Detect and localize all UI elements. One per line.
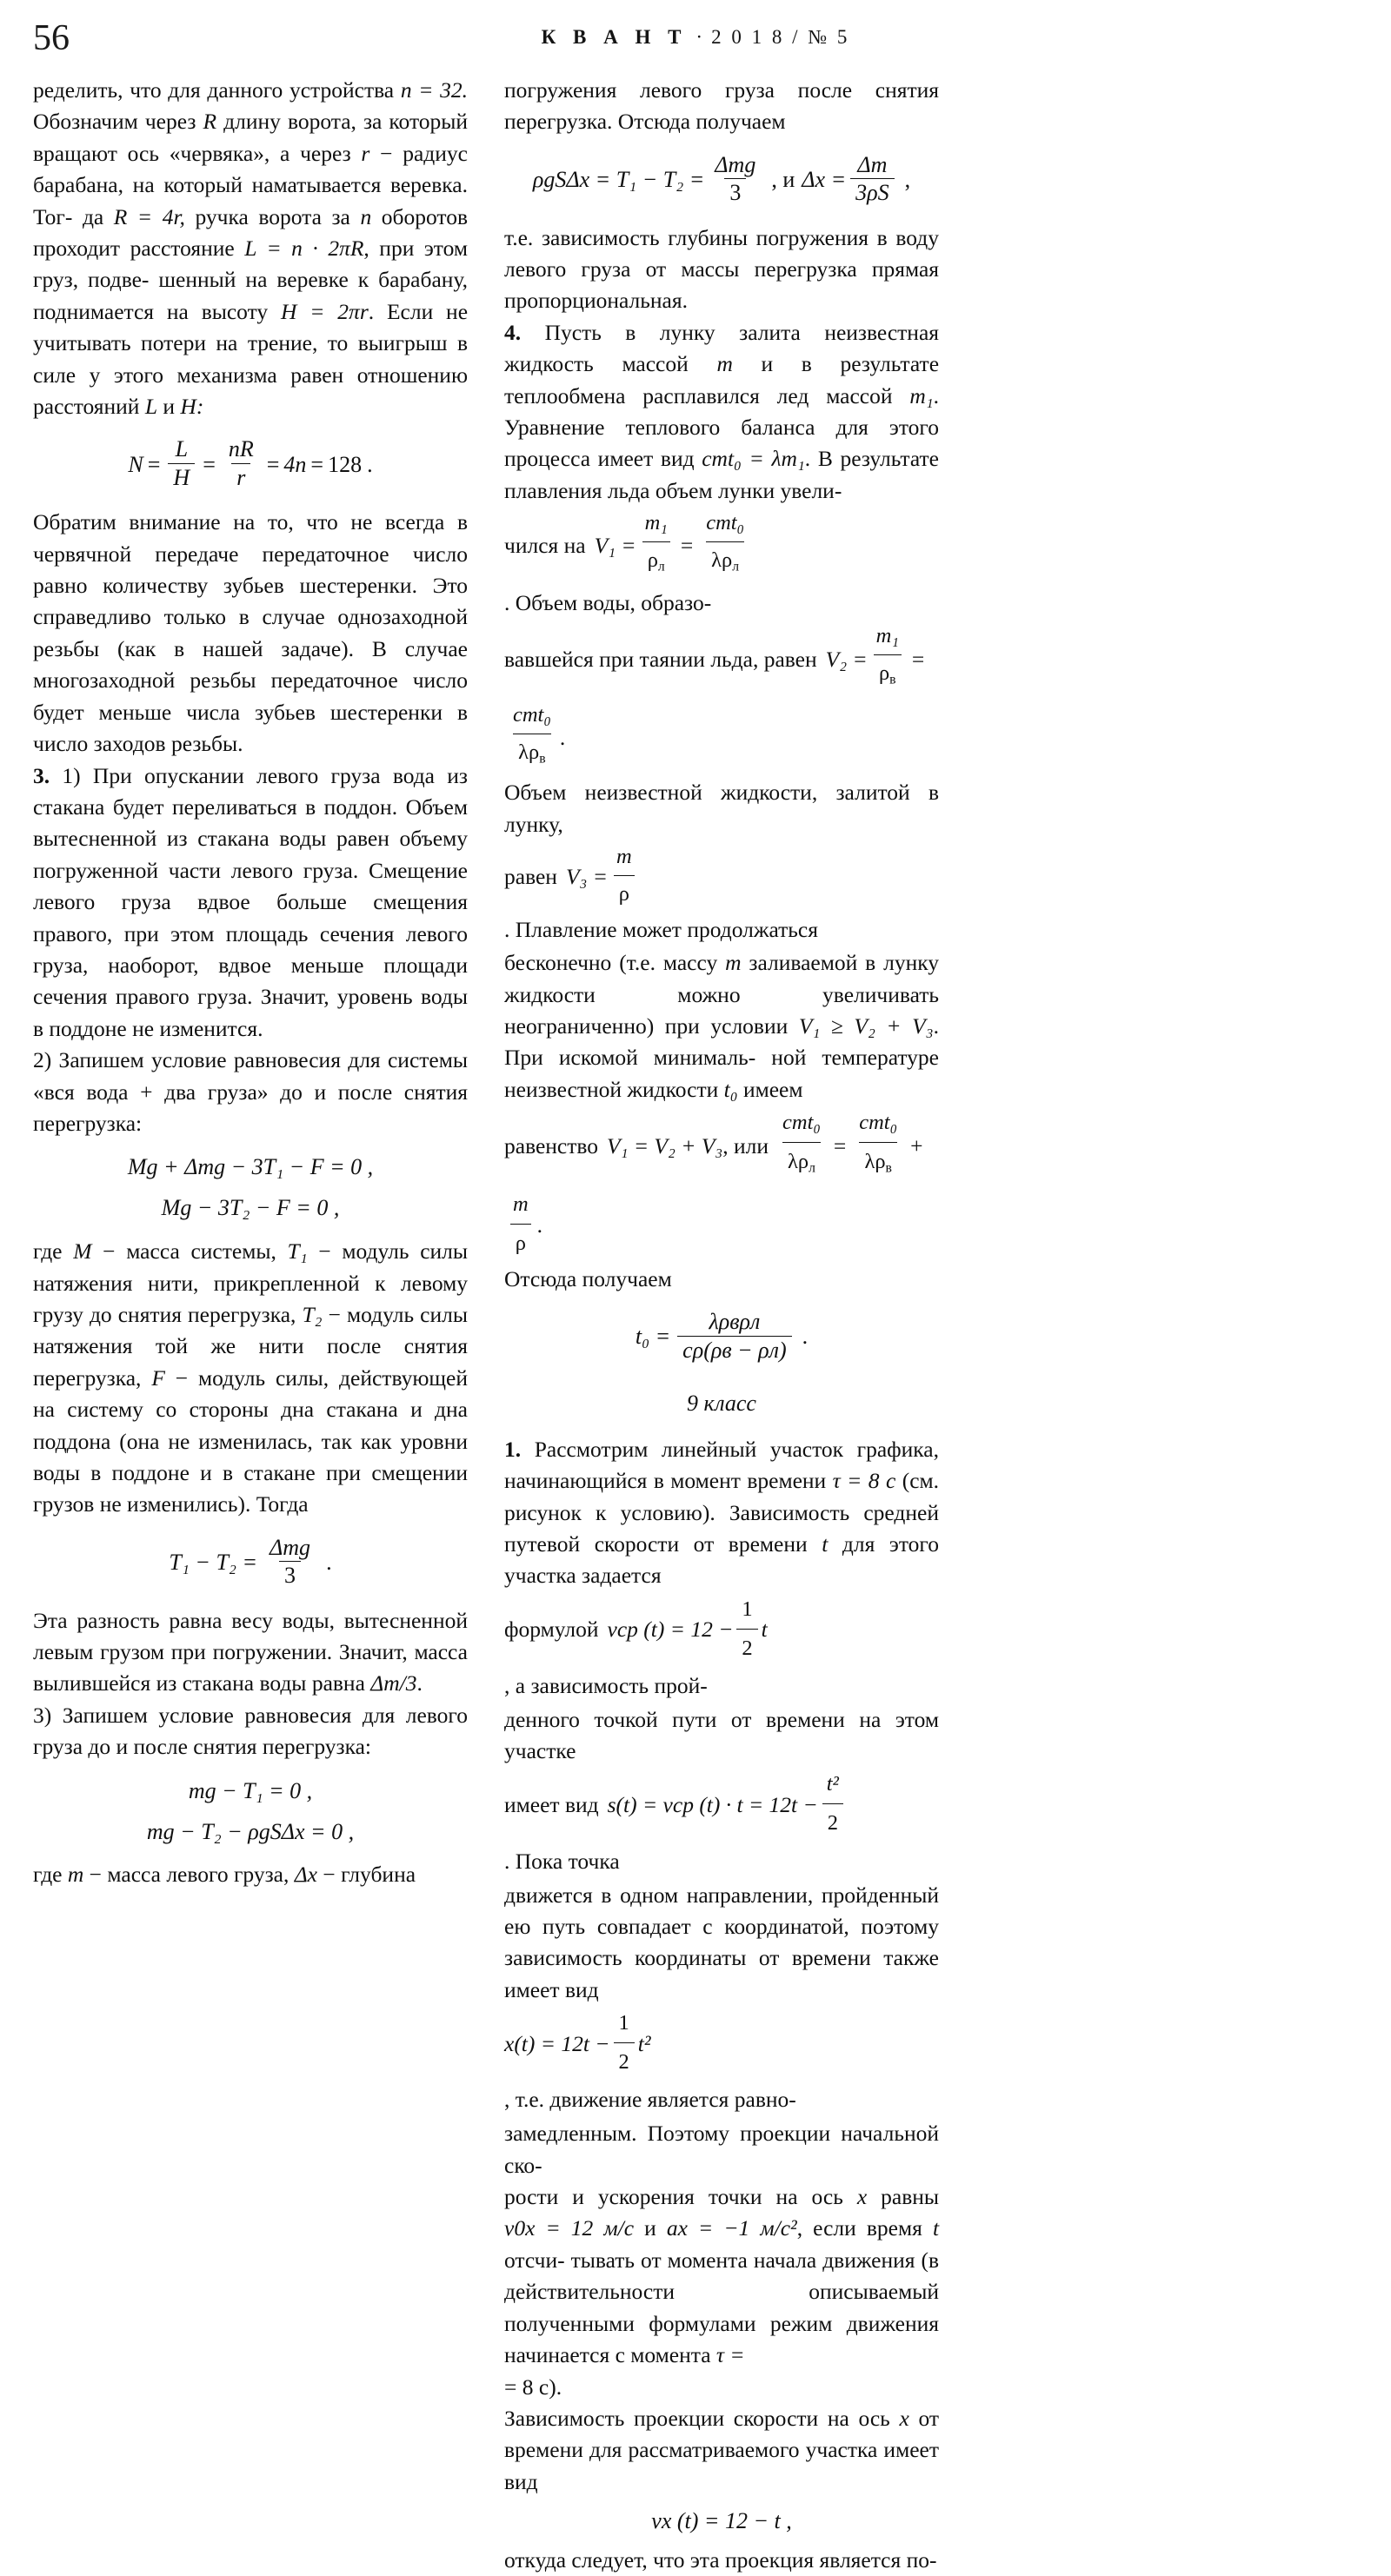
text-run: , т.е. движение является равно- [504, 2087, 796, 2113]
paragraph-proportionality-conclusion: т.е. зависимость глубины погружения в воду левого груза от массы перегрузка прямая пропорциональная. [504, 224, 939, 314]
journal-name: К В А Н Т [541, 26, 688, 48]
text-run: Пусть в лунку залита неизвестная жидкость массой [504, 319, 940, 377]
text-run: вращают ось «червяка», а через [33, 140, 351, 166]
fraction-numerator: m₁ [875, 624, 899, 648]
text-run: равен отношению расстояний [33, 362, 468, 420]
text-run: 1) При опускании левого груза вода из стакана будет переливаться в поддон. Объем вытесненной из стакана воды равен объему погруженной части левого груза. Смещение левого груза вдвое больше смещения правого, при этом площадь сечения левого груза, наоборот, вдвое меньше площади сечения правого груза. Значит, уровень воды в поддоне не изменится. [33, 762, 468, 1041]
fraction-numerator: Δm [857, 151, 888, 177]
fraction-denominator [859, 1142, 896, 1186]
paragraph-hence-obtain: Отсюда получаем [504, 1265, 672, 1291]
paragraph-volume-V3 [504, 840, 939, 947]
text-run: − модуль силы натяжения той же нити после снятия перегрузка, [33, 1301, 468, 1391]
fraction-denominator [782, 1142, 821, 1186]
text-run: . В результате плавления льда объем лунки увели- [504, 446, 939, 503]
rho-symbol: ρ [647, 548, 658, 573]
paragraph-velocity-projection [504, 2403, 939, 2498]
text-run: высоту [201, 298, 269, 324]
text-run: . Объем воды, образо- [504, 589, 712, 615]
fraction-numerator: λρвρл [709, 1308, 761, 1334]
text-run: заливаемой в лунку жидкости можно увеличивать неограниченно) при [504, 950, 939, 1039]
fraction-denominator: 2 [822, 1803, 843, 1842]
fraction-numerator: cmt₀ [513, 702, 551, 727]
text-run: где [33, 1862, 63, 1888]
subscript: в [885, 1160, 892, 1176]
eq-lhs: ρgSΔx = T₁ − T₂ = [532, 167, 705, 193]
eq-rhs-128: 128 [328, 451, 363, 477]
text-run: чился на [504, 533, 586, 559]
eq-sign-1: = [147, 451, 161, 477]
fraction-denominator: 3 [279, 1561, 301, 1589]
inline-math-H2: H: [180, 394, 204, 420]
paragraph-uniformly-decelerated: замедленным. Поэтому проекции начальной ско- [504, 2121, 939, 2178]
text-run: . При искомой минималь- [504, 1013, 939, 1071]
text-run: ределить, что для данного устройства [33, 77, 395, 103]
text-run: . Плавление может продолжаться [504, 917, 818, 943]
text-run: Обозначим через [33, 109, 196, 135]
right-column [504, 75, 940, 2573]
text-run: Эта разность равна весу воды, вытесненной левым грузом при погружении. Значит, масса вылившейся из стакана воды равна [33, 1607, 468, 1696]
eq-lhs-N: N [128, 451, 143, 477]
paragraph-path-formula [504, 1768, 939, 1880]
fraction-denominator: 3 [724, 178, 746, 206]
eq-lhs: T₁ − T₂ = [169, 1550, 258, 1576]
running-title [0, 26, 1391, 49]
fraction-cmt0-over-lambda-rho-v [508, 698, 556, 776]
text-run: ной температуре неизвестной жидкости [504, 1045, 939, 1102]
eq-lhs-V1: V₁ = [594, 533, 636, 559]
inline-math-r: r [361, 140, 370, 166]
equation-system-1: Mg + Δmg − 3T₁ − F = 0 , [127, 1154, 374, 1180]
text-run: − модуль силы, действующей на систему со стороны дна стакана и дна поддона (она не изменилась, так как уровни воды в поддоне и в стакане при смещении грузов не изменились). Тогда [33, 1364, 469, 1517]
text-run: тывать от момента начала движения (в действительности описываемый полученными формулами режим движения начинается с момента [504, 2247, 940, 2368]
paragraph-problem-1-grade9 [504, 1434, 939, 1592]
inline-math-R: R [203, 109, 217, 135]
subscript: в [889, 672, 896, 687]
fraction-numerator: nR [228, 436, 254, 462]
fraction-nR-over-r [223, 436, 259, 491]
text-run: равны [881, 2184, 940, 2210]
paragraph-left-weight-equilibrium: 3) Запишем условие равновесия для левого груза до и после снятия перегрузка: [33, 1702, 468, 1760]
equation-T1-minus-T2 [33, 1536, 468, 1590]
text-run: (см. рисунок к условию). Зависимость средней путевой скорости от времени [504, 1468, 940, 1557]
text-run: равен [504, 863, 557, 889]
text-run: , при этом груз, подве- [33, 236, 469, 293]
eq-sign: = [833, 1133, 847, 1159]
text-run: и в результате теплообмена расплавился лед массой [504, 351, 940, 408]
inline-math-v0x: v0x = 12 м/с [504, 2215, 635, 2241]
paragraph-problem-4 [504, 317, 939, 507]
paragraph-projections [504, 2181, 939, 2371]
fraction-denominator: 3ρS [850, 178, 894, 206]
eq-lhs-t0: t₀ = [635, 1324, 671, 1350]
paragraph-variable-definitions [33, 1236, 468, 1521]
lambda-rho: λρ [518, 740, 540, 764]
paragraph-tau-value: = 8 с). [504, 2374, 562, 2400]
eq-lhs-vcp: vср (t) = 12 − [607, 1617, 734, 1643]
text-run: − модуль силы натяжения нити, прикрепленной к левому грузу до снятия перегрузка, [33, 1238, 469, 1327]
inline-math-R-4r: R = 4r, [113, 203, 185, 229]
eq-period: . [326, 1550, 332, 1576]
inline-math-ax: ax = −1 м/с² [666, 2215, 797, 2241]
running-head [0, 19, 1391, 61]
text-run: . Если не учитывать потери на [33, 298, 469, 356]
fraction-denominator: ρ [614, 875, 635, 912]
eq-sign: = [680, 533, 694, 559]
fraction-denominator [874, 654, 902, 697]
text-run: где [33, 1238, 63, 1265]
inline-math-m1: m₁ [909, 382, 934, 408]
inline-math-V1-eq-V2-V3: V₁ = V₂ + V₃ [607, 1133, 723, 1159]
inline-math-tau-8s: τ = 8 с [832, 1468, 896, 1494]
eq-sign-4: = [310, 451, 324, 477]
eq-period: . [367, 451, 373, 477]
paragraph-equilibrium-setup: 2) Запишем условие равновесия для системы «вся вода + два груза» до и после снятия перегрузка: [33, 1047, 468, 1136]
text-run: трение, то выигрыш в силе у этого механизма [33, 330, 468, 388]
text-run: бесконечно (т.е. массу [504, 950, 718, 976]
fraction-numerator: L [175, 436, 189, 462]
eq-connector-and: , и [771, 167, 795, 193]
inline-math-condition: V₁ ≥ V₂ + V₃ [798, 1013, 934, 1039]
two-column-body [33, 75, 1358, 2573]
text-run: ручка ворота за [195, 203, 350, 229]
fraction-cmt0-over-lambda-rho-v [854, 1105, 902, 1186]
fraction-one-half [736, 1591, 757, 1667]
paragraph-coordinate-formula [504, 2006, 939, 2118]
fraction-numerator: cmt₀ [782, 1111, 821, 1134]
paragraph-avg-speed-formula [504, 1592, 939, 1704]
equation-mg-minus-T1: mg − T₁ = 0 , [188, 1777, 313, 1803]
problem-number-1: 1. [504, 1436, 522, 1462]
text-run: вавшейся при таянии льда, равен [504, 646, 817, 672]
text-run: . [559, 725, 566, 751]
fraction-dm-over-3rhoS [850, 152, 894, 207]
text-run: расстояние [130, 236, 235, 262]
fraction-numerator: m [513, 1192, 529, 1217]
text-run: для этого участка задается [504, 1531, 939, 1589]
lambda-rho: λρ [788, 1150, 809, 1173]
text-run: имеет вид [504, 1792, 599, 1818]
fraction-denominator: H [168, 463, 195, 491]
equation-t0-final [504, 1310, 939, 1364]
text-run: Рассмотрим линейный участок графика, начинающийся в момент времени [504, 1436, 939, 1494]
paragraph-equality-V1-V2-V3 [504, 1105, 939, 1263]
problem-number-3: 3. [33, 762, 50, 788]
equation-N-display [33, 437, 468, 492]
paragraph-problem-3 [33, 760, 468, 1046]
text-run: − радиус [380, 140, 468, 166]
page-number: 56 [33, 18, 70, 58]
left-column [33, 75, 468, 1978]
equation-mg-minus-T2-buoyancy: mg − T₂ − ρgSΔx = 0 , [146, 1818, 355, 1844]
paragraph-coordinate-equals-path: движется в одном направлении, пройденный ею путь совпадает с координатой, поэтому зависимость координаты от времени также имеет вид [504, 1882, 939, 2002]
inline-math-t: t [932, 2215, 940, 2241]
text-run: отсчи- [504, 2247, 565, 2273]
fraction-L-over-H [168, 436, 195, 491]
subscript: л [809, 1160, 815, 1176]
eq-x-of-t: x(t) = 12t − [504, 2030, 610, 2056]
subscript: в [539, 751, 546, 767]
text-run: , если время [796, 2215, 922, 2241]
text-run: Зависимость проекции скорости на ось [504, 2405, 890, 2431]
paragraph-infinite-melting [504, 947, 939, 1105]
fraction-denominator [513, 734, 550, 776]
text-run: и [644, 2215, 656, 2241]
text-run: длину ворота, за который [223, 109, 469, 135]
inline-math-t0: t₀ [723, 1076, 738, 1102]
fraction-m1-over-rho-l [640, 506, 673, 584]
inline-math-m: m [716, 351, 733, 377]
fraction-denominator: ρ [510, 1224, 531, 1262]
subscript: л [732, 559, 740, 574]
eq-lhs-V2: V₂ = [825, 646, 868, 672]
equation-rho-g-S-dx [504, 153, 939, 208]
fraction-numerator: m [616, 844, 632, 868]
equation-system-2: Mg − 3T₂ − F = 0 , [161, 1195, 340, 1221]
fraction-denominator: cρ(ρв − ρл) [677, 1336, 791, 1364]
equation-vx-of-t: vx (t) = 12 − t , [651, 2508, 792, 2534]
inline-math-n: n [360, 203, 372, 229]
inline-math-t-squared: t² [637, 2030, 651, 2056]
inline-math-dm-over-3: Δm/3 [370, 1670, 417, 1696]
fraction-numerator: t² [826, 1772, 839, 1796]
text-run: рости и ускорения точки на ось [504, 2184, 843, 2210]
paragraph-volume-V2 [504, 621, 939, 778]
eq-rhs-4n: 4n [283, 451, 307, 477]
text-run: оборотов проходит [33, 203, 469, 262]
fraction-denominator [642, 541, 670, 584]
fraction-denominator: r [231, 463, 250, 491]
issue-info: 2 0 1 8 / № 5 [711, 26, 850, 48]
eq-lhs-V3: V₃ = [565, 863, 608, 889]
inline-math-n-32: n = 32. [400, 77, 468, 103]
fraction-dmg-over-3 [264, 1535, 316, 1590]
paragraph-unknown-liquid-volume: Объем неизвестной жидкости, залитой в лунку, [504, 780, 939, 837]
eq-sign-3: = [266, 451, 280, 477]
fraction-one-half [614, 2005, 635, 2081]
fraction-dmg-over-3 [709, 152, 761, 207]
paragraph-displaced-water-mass [33, 1605, 468, 1700]
text-run: , а зависимость прой- [504, 1672, 708, 1698]
text-run: равенство [504, 1133, 599, 1159]
paragraph-distance-travelled: денного точкой пути от времени на этом участке [504, 1706, 939, 1764]
fraction-m-over-rho [611, 840, 637, 912]
fraction-numerator: Δmg [270, 1534, 311, 1560]
problem-number-4: 4. [504, 319, 522, 345]
inline-math-m: m [67, 1862, 84, 1888]
eq-period: . [536, 1212, 543, 1238]
fraction-numerator: cmt₀ [859, 1111, 898, 1134]
fraction-t0-expression [677, 1309, 791, 1364]
inline-math-x-axis: x [899, 2405, 909, 2431]
subscript: л [657, 559, 665, 574]
inline-math-delta-x: Δx [294, 1862, 318, 1888]
fraction-numerator: Δmg [715, 151, 756, 177]
paragraph-continued-worm-gear [33, 75, 468, 422]
section-heading-grade-9: 9 класс [687, 1390, 756, 1416]
text-run: . [416, 1670, 423, 1696]
text-run: имеем [742, 1076, 803, 1102]
inline-math-T1: T₁ [287, 1238, 308, 1265]
fraction-m1-over-rho-v [871, 619, 904, 697]
text-run: формулой [504, 1617, 599, 1643]
eq-comma: , [904, 167, 911, 193]
eq-lhs-2: Δx = [802, 167, 847, 193]
paragraph-gear-ratio-note: Обратим внимание на то, что не всегда в червячной передаче передаточное число равно количеству зубьев шестеренки. Это справедливо только в случае однозаходной резьбы (как в нашей задаче). В случае многозаходной резьбы передаточное число будет меньше числа зубьев шестеренки в число заходов резьбы. [33, 509, 468, 757]
text-run: , или [722, 1133, 769, 1159]
fraction-cmt0-over-lambda-rho-l [777, 1105, 826, 1186]
fraction-cmt0-over-lambda-rho-l [701, 506, 749, 584]
lambda-rho: λρ [711, 548, 733, 573]
paragraph-final-continued: откуда следует, что эта проекция является по- [504, 2547, 937, 2573]
eq-sign: = [911, 646, 925, 672]
paragraph-m-dx-definitions [33, 1859, 468, 1890]
inline-math-t: t [761, 1617, 768, 1643]
text-run: шенный на веревке к барабану, поднимается на [33, 267, 469, 324]
inline-math-heat-balance: cmt₀ = λm₁ [702, 446, 805, 472]
inline-math-M: M [73, 1238, 92, 1265]
text-run: . Пока точка [504, 1848, 620, 1874]
fraction-m-over-rho [508, 1186, 534, 1262]
text-run: условии [710, 1013, 789, 1039]
text-run: да [82, 203, 104, 229]
text-run: барабана, на который наматывается веревка. Тог- [33, 172, 468, 229]
paragraph-volume-V1 [504, 507, 939, 620]
fraction-denominator: 2 [736, 1629, 757, 1667]
eq-s-of-t: s(t) = vср (t) · t = 12t − [607, 1792, 818, 1818]
eq-sign-2: = [203, 451, 216, 477]
inline-math-T2: T₂ [302, 1301, 323, 1327]
fraction-numerator: m₁ [644, 511, 668, 535]
fraction-t2-over-2 [822, 1766, 844, 1842]
eq-period: . [802, 1324, 809, 1350]
text-run: − масса левого груза, [89, 1862, 290, 1888]
text-run: − масса системы, [103, 1238, 276, 1265]
inline-math-x-axis: x [856, 2184, 868, 2210]
rho-symbol: ρ [878, 661, 890, 686]
fraction-denominator [706, 541, 744, 584]
inline-math-F: F [151, 1364, 165, 1391]
fraction-numerator: 1 [742, 1597, 753, 1621]
paragraph-immersion-continued: погружения левого груза после снятия перегрузка. Отсюда получаем [504, 77, 939, 135]
inline-math-t: t [822, 1531, 829, 1557]
head-separator: · [696, 26, 703, 48]
text-run: − глубина [323, 1862, 416, 1888]
text-run: от времени для рассматриваемого участка имеет вид [504, 2405, 939, 2494]
inline-math-L2: L [144, 394, 158, 420]
inline-math-L: L = n · 2πR [244, 236, 364, 262]
text-run: . Уравнение теплового баланса для этого процесса имеет вид [504, 382, 940, 472]
inline-math-m: m [725, 950, 742, 976]
plus-sign: + [910, 1133, 923, 1159]
inline-math-tau: τ = [715, 2342, 745, 2368]
fraction-numerator: cmt₀ [706, 511, 745, 535]
text-run: и [163, 394, 176, 420]
fraction-numerator: 1 [618, 2011, 629, 2035]
inline-math-H: H = 2πr [281, 298, 369, 324]
lambda-rho: λρ [864, 1150, 886, 1173]
fraction-denominator: 2 [614, 2042, 635, 2081]
